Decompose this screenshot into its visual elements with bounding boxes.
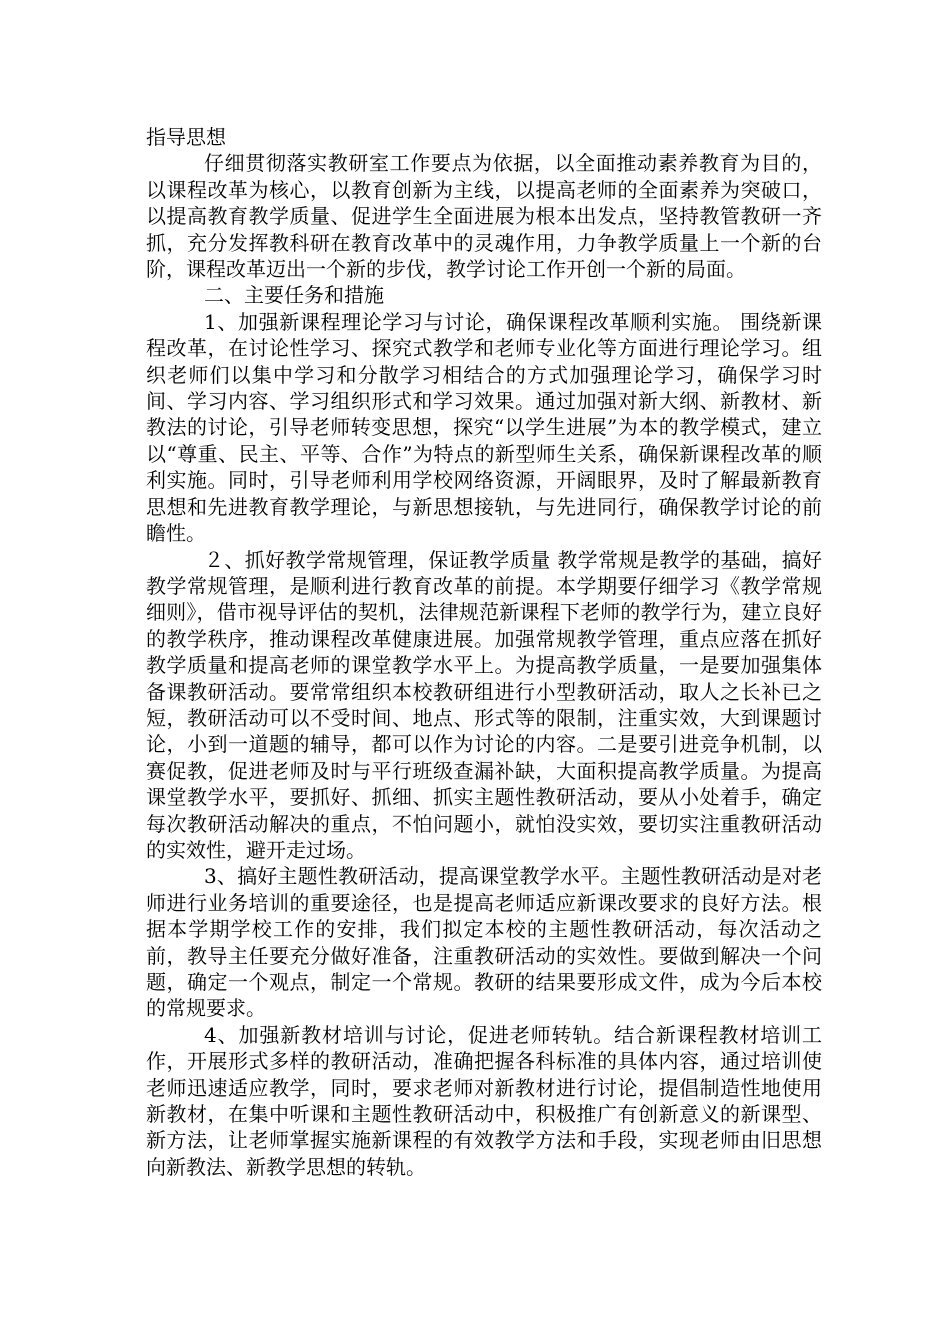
paragraph-item-2: ２、抓好教学常规管理，保证教学质量 教学常规是教学的基础，搞好教学常规管理，是顺利进行教育改革的前提。本学期要仔细学习《教学常规细则》，借市视导评估的契机，法律规范新课程下老师的教学行为，建立良好的教学秩序，推动课程改革健康进展。加强常规教学管理，重点应落在抓好教学质量和提高老师的课堂教学水平上。为提高教学质量，一是要加强集体备课教研活动。要常常组织本校教研组进行小型教研活动，取人之长补已之短，教研活动可以不受时间、地点、形式等的限制，注重实效，大到课题讨论，小到一道题的辅导，都可以作为讨论的内容。二是要引进竞争机制，以赛促教，促进老师及时与平行班级查漏补缺，大面积提高教学质量。为提高课堂教学水平，要抓好、抓细、抓实主题性教研活动，要从小处着手，确定每次教研活动解决的重点，不怕问题小，就怕没实效，要切实注重教研活动的实效性，避开走过场。 bbox=[146, 547, 822, 862]
document-page bbox=[146, 124, 822, 1180]
paragraph-guiding-thought: 仔细贯彻落实教研室工作要点为依据，以全面推动素养教育为目的，以课程改革为核心，以教育创新为主线，以提高老师的全面素养为突破口，以提高教育教学质量、促进学生全面进展为根本出发点，坚持教管教研一齐抓，充分发挥教科研在教育改革中的灵魂作用，力争教学质量上一个新的台阶，课程改革迈出一个新的步伐，教学讨论工作开创一个新的局面。 bbox=[146, 151, 822, 282]
paragraph-item-4: 4、加强新教材培训与讨论，促进老师转轨。结合新课程教材培训工作，开展形式多样的教研活动，准确把握各科标准的具体内容，通过培训使老师迅速适应教学，同时，要求老师对新教材进行讨论，提倡制造性地使用新教材，在集中听课和主题性教研活动中，积极推广有创新意义的新课型、新方法，让老师掌握实施新课程的有效教学方法和手段，实现老师由旧思想向新教法、新教学思想的转轨。 bbox=[146, 1022, 822, 1179]
paragraph-item-3: 3、搞好主题性教研活动，提高课堂教学水平。主题性教研活动是对老师进行业务培训的重要途径，也是提高老师适应新课改要求的良好方法。根据本学期学校工作的安排，我们拟定本校的主题性教研活动，每次活动之前，教导主任要充分做好准备，注重教研活动的实效性。要做到解决一个问题，确定一个观点，制定一个常规。教研的结果要形成文件，成为今后本校的常规要求。 bbox=[146, 864, 822, 1021]
section-heading: 指导思想 bbox=[146, 125, 226, 149]
paragraph-item-1: 1、加强新课程理论学习与讨论，确保课程改革顺利实施。 围绕新课程改革，在讨论性学习、探究式教学和老师专业化等方面进行理论学习。组织老师们以集中学习和分散学习相结合的方式加强理论学习，确保学习时间、学习内容、学习组织形式和学习效果。通过加强对新大纲、新教材、新教法的讨论，引导老师转变思想，探究“以学生进展”为本的教学模式，建立以“尊重、民主、平等、合作”为特点的新型师生关系，确保新课程改革的顺利实施。同时，引导老师利用学校网络资源，开阔眼界，及时了解最新教育思想和先进教育教学理论，与新思想接轨，与先进同行，确保教学讨论的前瞻性。 bbox=[146, 309, 822, 546]
section-subheading: 二、主要任务和措施 bbox=[204, 283, 384, 308]
